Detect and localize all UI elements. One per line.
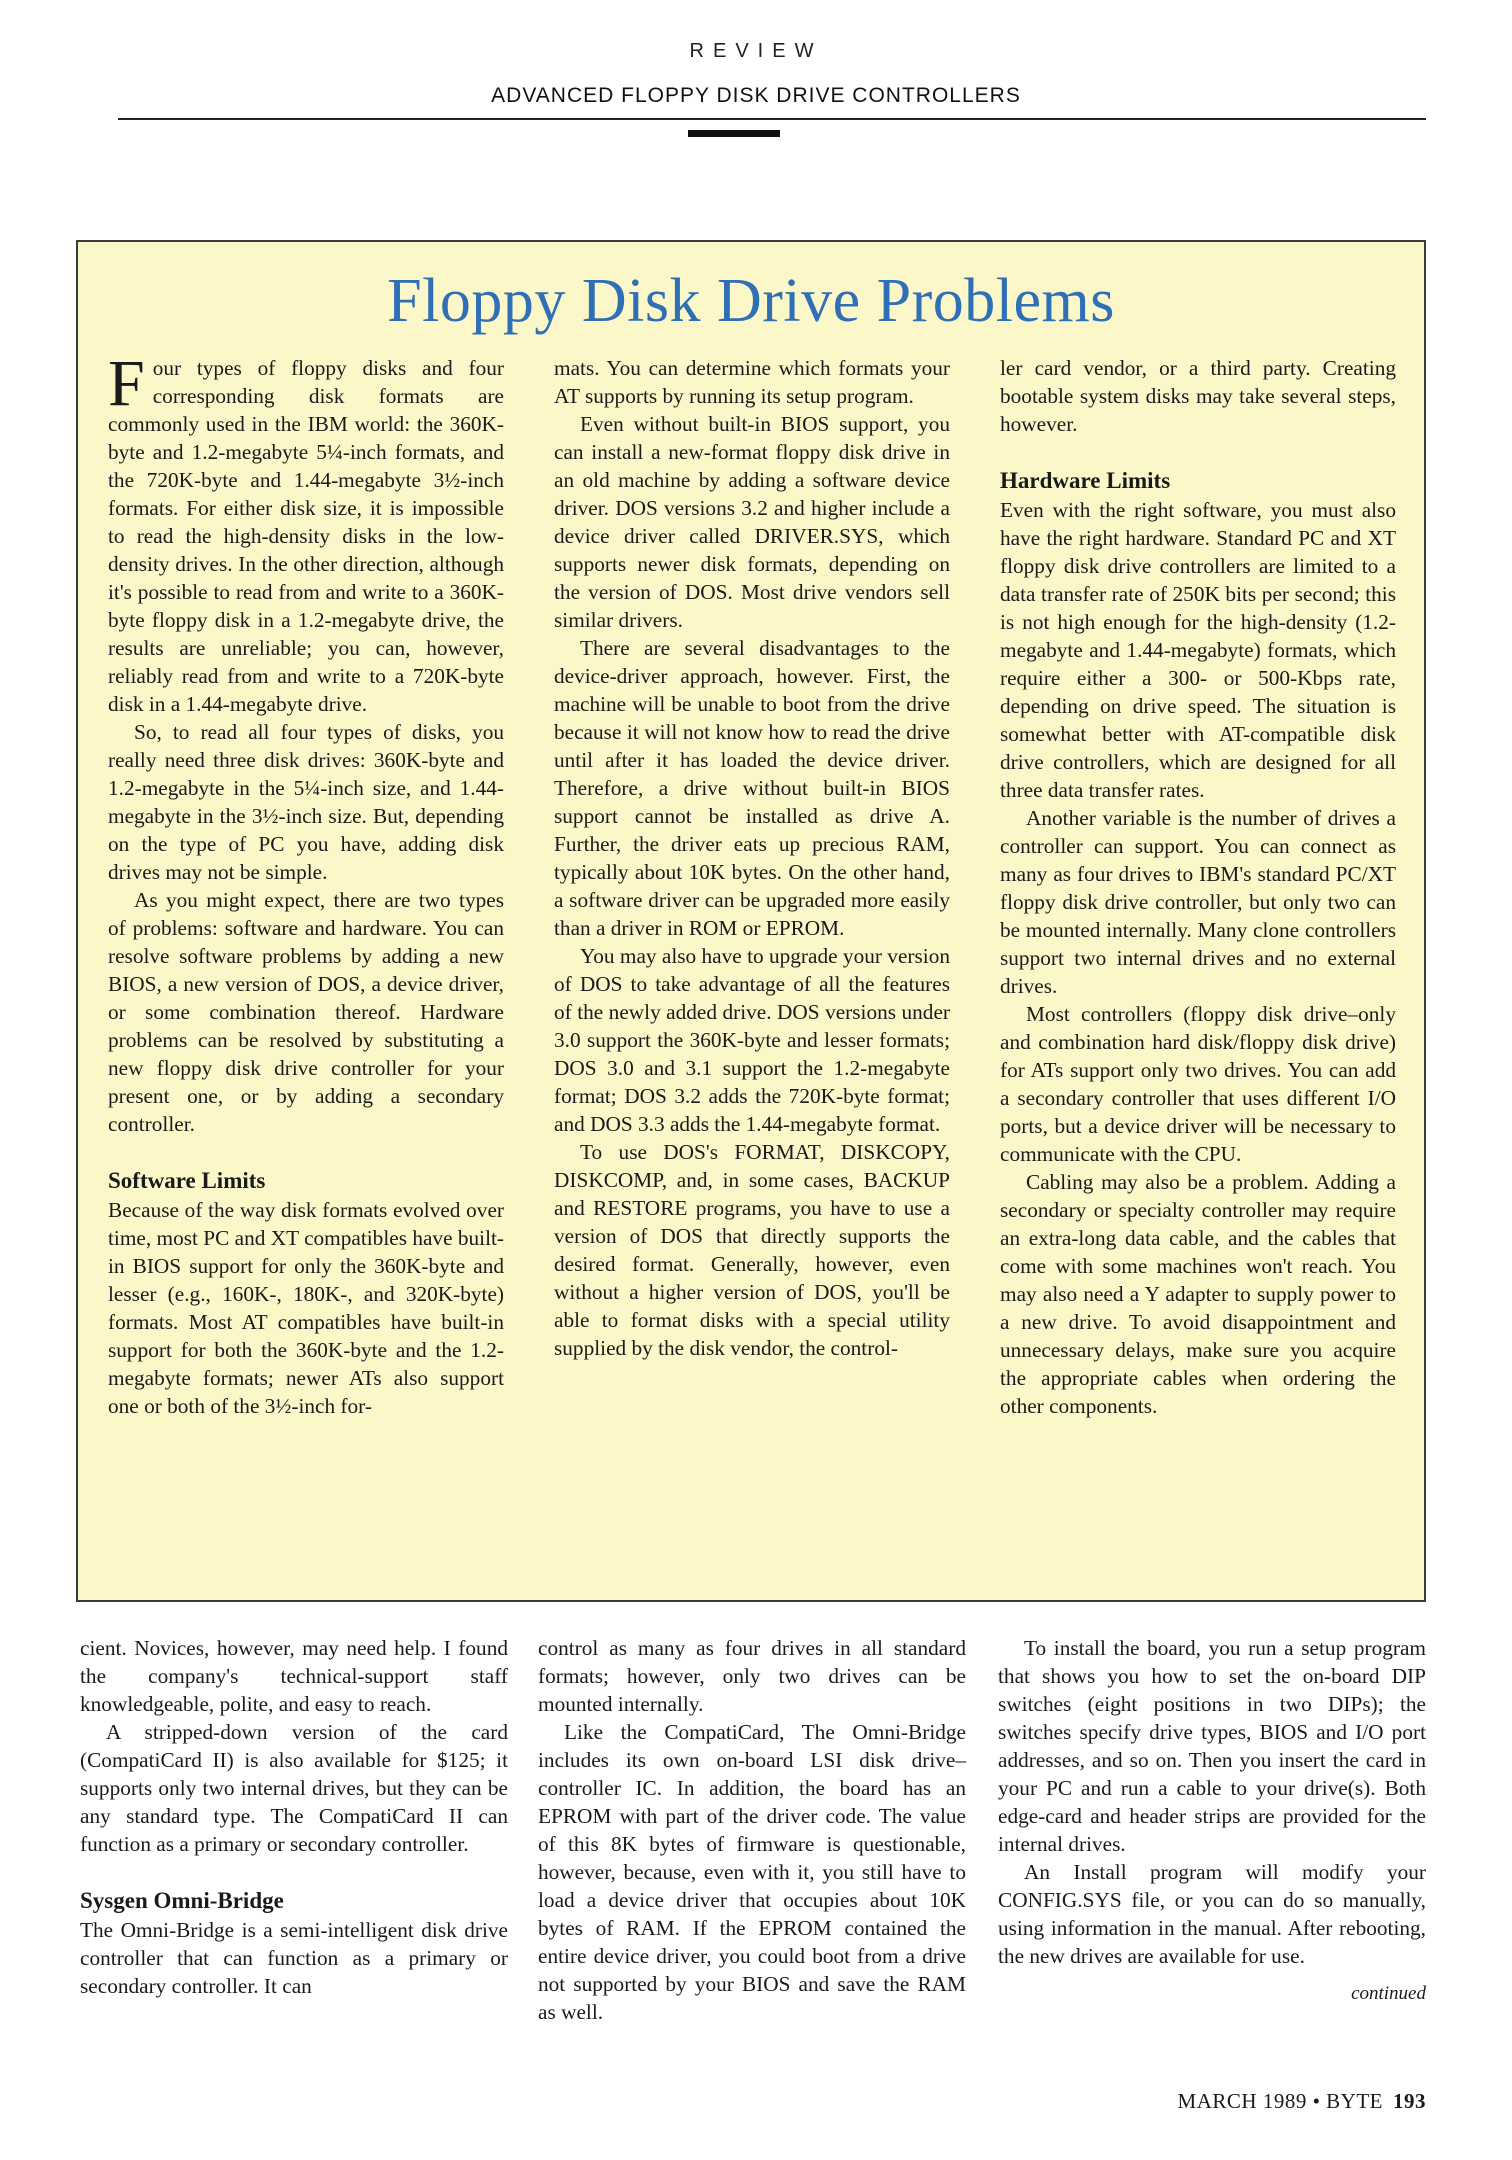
header-rule <box>118 118 1426 120</box>
header-accent-bar <box>688 130 780 137</box>
continued-label: continued <box>1351 1983 1426 2004</box>
paragraph: Even without built-in BIOS support, you can install a new-format floppy disk drive in an old machine by adding a software device driver. DOS versions 3.2 and higher include a device driver called DRIVER.SYS, which supports newer disk formats, depending on the version of DOS. Most drive vendors sell similar drivers. <box>554 412 950 632</box>
page-number: 193 <box>1393 2089 1426 2113</box>
running-title: ADVANCED FLOPPY DISK DRIVE CONTROLLERS <box>491 84 1021 107</box>
paragraph: So, to read all four types of disks, you really need three disk drives: 360K-byte and 1.2-megabyte in the 5¼-inch size, and 1.44-megabyte in the 3½-inch size. But, depending on the type of PC you have, adding disk drives may not be simple. <box>108 720 504 884</box>
sidebar-box <box>76 240 1426 1602</box>
paragraph <box>108 347 504 718</box>
sidebar-title: Floppy Disk Drive Problems <box>387 267 1115 335</box>
paragraph: control as many as four drives in all standard formats; however, only two drives can be mounted internally. <box>538 1636 966 1716</box>
main-column-3 <box>998 1634 1426 2008</box>
paragraph: There are several disadvantages to the device-driver approach, however. First, the machine will be unable to boot from the drive because it will not know how to read the drive until after it has loaded the device driver. Therefore, a drive without built-in BIOS support cannot be installed as drive A. Further, the driver eats up precious RAM, typically about 10K bytes. On the other hand, a software driver can be upgraded more easily than a driver in ROM or EPROM. <box>554 636 950 940</box>
paragraph: cient. Novices, however, may need help. I found the company's technical-support staff knowledgeable, polite, and easy to reach. <box>80 1636 508 1716</box>
sidebar-column-3 <box>1000 354 1396 1420</box>
paragraph: As you might expect, there are two types of problems: software and hardware. You can resolve software problems by adding a new BIOS, a new version of DOS, a device driver, or some combination thereof. Hardware problems can be resolved by substituting a new floppy disk drive controller for your present one, or by adding a secondary controller. <box>108 888 504 1136</box>
drop-cap: F <box>108 347 145 420</box>
paragraph: Even with the right software, you must also have the right hardware. Standard PC and XT floppy disk drive controllers are limited to a data transfer rate of 250K bits per second; this is not high enough for the high-density (1.2-megabyte and 1.44-megabyte) formats, which require either a 300- or 500-Kbps rate, depending on drive speed. The situation is somewhat better with AT-compatible disk drive controllers, which are designed for all three data transfer rates. <box>1000 498 1396 802</box>
paragraph: To install the board, you run a setup program that shows you how to set the on-board DIP switches (eight positions in two DIPs); the switches specify drive types, BIOS and I/O port addresses, and so on. Then you insert the card in your PC and run a cable to your drive(s). Both edge-card and header strips are provided for the internal drives. <box>998 1636 1426 1856</box>
paragraph: An Install program will modify your CONFIG.SYS file, or you can do so manually, using information in the manual. After rebooting, the new drives are available for use. <box>998 1860 1426 1968</box>
paragraph: Another variable is the number of drives a controller can support. You can connect as many as four drives to IBM's standard PC/XT floppy disk drive controller, but only two can be mounted internally. Many clone controllers support two internal drives and no external drives. <box>1000 806 1396 998</box>
section-label: REVIEW <box>689 40 823 62</box>
paragraph: mats. You can determine which formats your AT supports by running its setup program. <box>554 356 950 408</box>
subheading-software-limits: Software Limits <box>108 1168 266 1193</box>
paragraph: A stripped-down version of the card (CompatiCard II) is also available for $125; it supports only two internal drives, but they can be any standard type. The CompatiCard II can function as a primary or secondary controller. <box>80 1720 508 1856</box>
paragraph: Most controllers (floppy disk drive–only and combination hard disk/floppy disk drive) for ATs support only two drives. You can add a secondary controller that uses different I/O ports, but a device driver will be necessary to communicate with the CPU. <box>1000 1002 1396 1166</box>
issue-label: MARCH 1989 • BYTE <box>1177 2089 1383 2113</box>
paragraph: To use DOS's FORMAT, DISKCOPY, DISKCOMP, and, in some cases, BACKUP and RESTORE programs, you have to use a version of DOS that directly supports the desired format. Generally, however, even without a higher version of DOS, you'll be able to format disks with a special utility supplied by the disk vendor, the control- <box>554 1140 950 1360</box>
paragraph: You may also have to upgrade your version of DOS to take advantage of all the features of the newly added drive. DOS versions under 3.0 support the 360K-byte and lesser formats; DOS 3.0 and 3.1 support the 1.2-megabyte format; DOS 3.2 adds the 720K-byte format; and DOS 3.3 adds the 1.44-megabyte format. <box>554 944 950 1136</box>
subheading-sysgen-omni-bridge: Sysgen Omni-Bridge <box>80 1888 284 1913</box>
sidebar-column-1 <box>108 347 504 1420</box>
sidebar-column-2 <box>554 354 950 1362</box>
page-footer <box>1178 2089 1426 2114</box>
paragraph-text: our types of floppy disks and four corresponding disk formats are commonly used in the IBM world: the 360K-byte and 1.2-megabyte 5¼-inch formats, and the 720K-byte and 1.44-megabyte 3½-inch formats. For either disk size, it is impossible to read the high-density disks in the low-density drives. In the other direction, although it's possible to read from and write to a 360K-byte floppy disk in a 1.2-megabyte drive, the results are unreliable; you can, however, reliably read from and write to a 720K-byte disk in a 1.44-megabyte drive. <box>108 356 504 716</box>
paragraph: The Omni-Bridge is a semi-intelligent disk drive controller that can function as a primary or secondary controller. It can <box>80 1918 508 1998</box>
paragraph: Like the CompatiCard, The Omni-Bridge includes its own on-board LSI disk drive–controller IC. In addition, the board has an EPROM with part of the driver code. The value of this 8K bytes of firmware is questionable, however, because, even with it, you still have to load a device driver that occupies about 10K bytes of RAM. If the EPROM contained the entire device driver, you could boot from a drive not supported by your BIOS and save the RAM as well. <box>538 1720 966 2024</box>
paragraph: Because of the way disk formats evolved over time, most PC and XT compatibles have built-in BIOS support for only the 360K-byte and lesser (e.g., 160K-, 180K-, and 320K-byte) formats. Most AT compatibles have built-in support for both the 360K-byte and the 1.2-megabyte formats; newer ATs also support one or both of the 3½-inch for- <box>108 1198 504 1418</box>
main-column-2 <box>538 1634 966 2026</box>
subheading-hardware-limits: Hardware Limits <box>1000 468 1171 493</box>
paragraph: ler card vendor, or a third party. Creating bootable system disks may take several steps, however. <box>1000 356 1396 436</box>
main-column-1 <box>80 1634 508 2000</box>
paragraph: Cabling may also be a problem. Adding a secondary or specialty controller may require an extra-long data cable, and the cables that come with some machines won't reach. You may also need a Y adapter to supply power to a new drive. To avoid disappointment and unnecessary delays, make sure you acquire the appropriate cables when ordering the other components. <box>1000 1170 1396 1418</box>
